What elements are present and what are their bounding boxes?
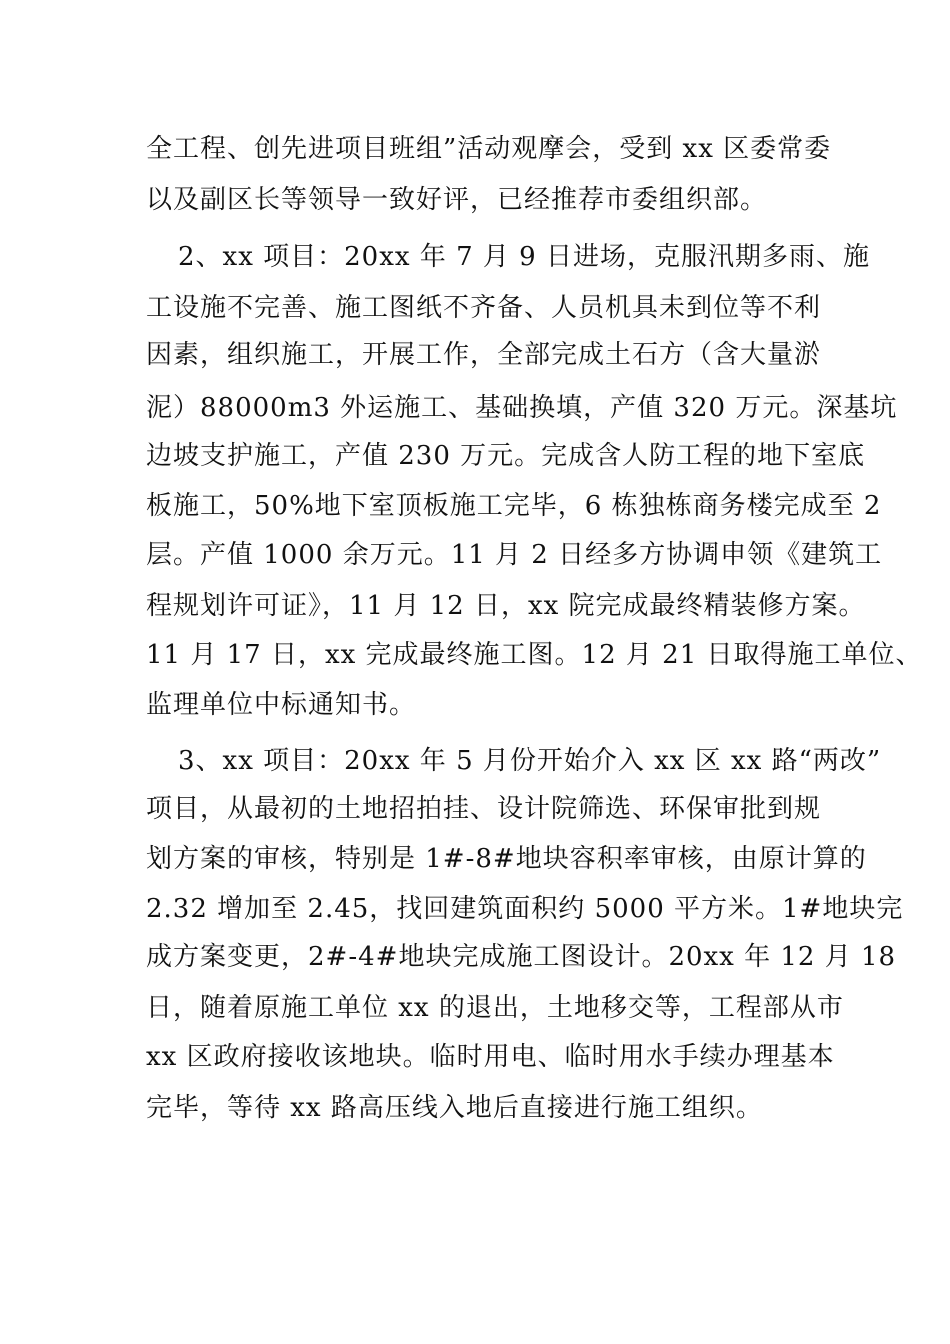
text-line: 2.32 增加至 2.45，找回建筑面积约 5000 平方米。1#地块完 — [146, 894, 904, 924]
text-line: 11 月 17 日，xx 完成最终施工图。12 月 21 日取得施工单位、 — [146, 640, 923, 670]
text-line: 全工程、创先进项目班组”活动观摩会，受到 xx 区委常委 — [146, 134, 832, 164]
text-line: 日，随着原施工单位 xx 的退出，土地移交等，工程部从市 — [146, 993, 844, 1023]
text-line: 泥）88000m3 外运施工、基础换填，产值 320 万元。深基坑 — [146, 393, 898, 423]
text-line: 监理单位中标通知书。 — [146, 690, 417, 720]
text-line: 层。产值 1000 余万元。11 月 2 日经多方协调申领《建筑工 — [146, 540, 883, 570]
text-line: xx 区政府接收该地块。临时用电、临时用水手续办理基本 — [146, 1042, 835, 1072]
paragraph-start-line: 2、xx 项目：20xx 年 7 月 9 日进场，克服汛期多雨、施 — [178, 242, 870, 272]
text-line: 项目，从最初的土地招拍挂、设计院筛选、环保审批到规 — [146, 794, 822, 824]
text-line: 程规划许可证》，11 月 12 日，xx 院完成最终精装修方案。 — [146, 591, 866, 621]
text-line: 划方案的审核，特别是 1#-8#地块容积率审核，由原计算的 — [146, 844, 867, 874]
text-line: 成方案变更，2#-4#地块完成施工图设计。20xx 年 12 月 18 — [146, 942, 897, 972]
text-line: 因素，组织施工，开展工作，全部完成土石方（含大量淤 — [146, 340, 822, 370]
text-line: 工设施不完善、施工图纸不齐备、人员机具未到位等不利 — [146, 293, 822, 323]
text-line: 以及副区长等领导一致好评，已经推荐市委组织部。 — [146, 185, 768, 215]
text-line: 板施工，50%地下室顶板施工完毕，6 栋独栋商务楼完成至 2 — [146, 491, 882, 521]
text-line: 边坡支护施工，产值 230 万元。完成含人防工程的地下室底 — [146, 441, 866, 471]
paragraph-start-line: 3、xx 项目：20xx 年 5 月份开始介入 xx 区 xx 路“两改” — [178, 746, 882, 776]
text-line: 完毕，等待 xx 路高压线入地后直接进行施工组织。 — [146, 1093, 763, 1123]
